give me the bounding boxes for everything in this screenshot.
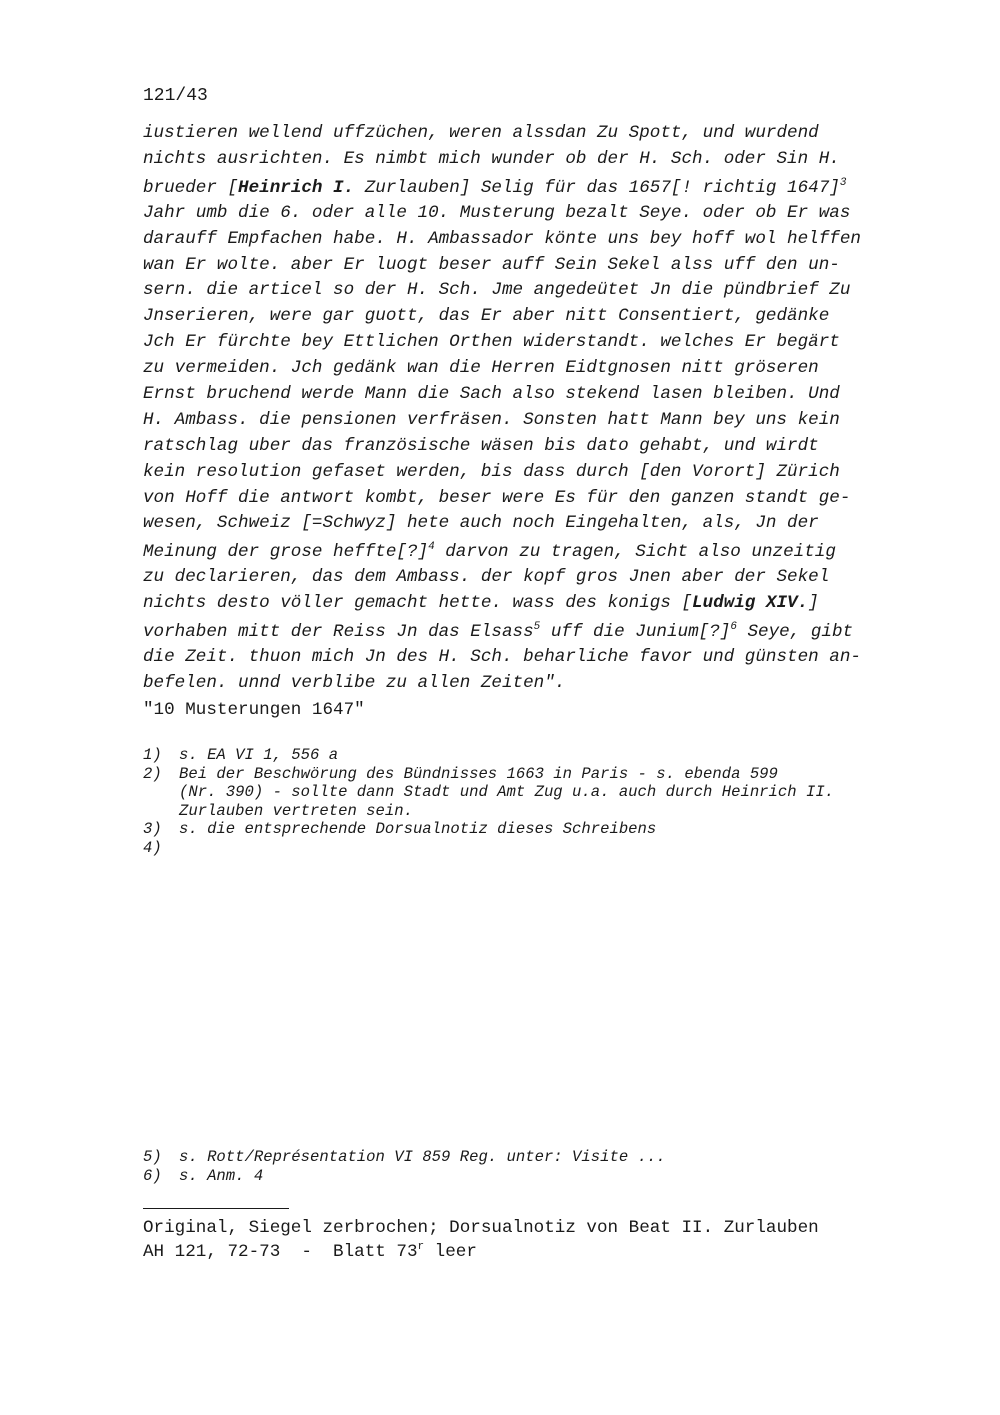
body-line-text: die Zeit. thuon mich Jn des H. Sch. beharliche favor und günsten an- [143, 647, 861, 668]
body-line [143, 617, 923, 645]
footnote-number: 3) [143, 820, 162, 838]
body-line-text: brueder [ [143, 177, 239, 198]
body-line [143, 201, 923, 227]
page-number: 121/43 [143, 86, 208, 106]
source-note [143, 1216, 819, 1264]
body-line-text: ratschlag uber das französische wäsen bis dato gehabt, und wirdt [143, 435, 819, 456]
body-line [143, 645, 923, 671]
footnote-text: s. Anm. 4 [179, 1166, 264, 1185]
footnote-text: Zurlauben vertreten sein. [179, 801, 413, 820]
body-line [143, 227, 923, 253]
footnote-text: s. EA VI 1, 556 a [179, 746, 339, 764]
body-line-text: uff die Junium[?] [540, 622, 731, 643]
source-line-2 [143, 1240, 819, 1264]
body-line-text: Seye, gibt [736, 622, 854, 643]
footnote [143, 1148, 666, 1167]
body-line-text: darvon zu tragen, Sicht also unzeitig [434, 542, 836, 563]
footnote-number: 4) [143, 838, 162, 857]
body-line-text: H. Ambass. die pensionen verfräsen. Sonsten hatt Mann bey uns kein [143, 409, 840, 430]
footnote [143, 802, 834, 821]
body-line-text: Jahr umb die 6. oder alle 10. Musterung bezalt Seye. oder ob Er was [143, 202, 851, 223]
footnote [143, 839, 834, 858]
bold-person-name: Heinrich I. [238, 177, 355, 198]
body-line-text: von Hoff die antwort kombt, beser were Es für den ganzen standt ge- [143, 487, 851, 508]
footnote [143, 746, 834, 765]
body-line [143, 671, 923, 697]
letter-body-text [143, 121, 923, 697]
body-line [143, 304, 923, 330]
body-line-text: nichts ausrichten. Es nimbt mich wunder ob der H. Sch. oder Sin H. [143, 148, 840, 169]
body-line [143, 382, 923, 408]
body-line-text: befelen. unnd verblibe zu allen Zeiten". [143, 673, 566, 694]
body-line [143, 537, 923, 565]
body-line-text: darauff Empfachen habe. H. Ambassador könte uns bey hoff wol helffen [143, 228, 861, 249]
footnote [143, 783, 834, 802]
body-line-text: Meinung der grose heffte[?] [143, 542, 429, 563]
footnotes-upper [143, 746, 834, 857]
body-line-text: ] [808, 593, 819, 614]
body-line [143, 147, 923, 173]
bold-person-name: Ludwig XIV. [692, 593, 809, 614]
body-line [143, 330, 923, 356]
footnote-separator-rule [143, 1208, 289, 1209]
body-line-text: zu declarieren, das dem Ambass. der kopf gros Jnen aber der Sekel [143, 567, 830, 588]
footnote-marker: 5 [533, 621, 541, 634]
body-line [143, 511, 923, 537]
body-line-text: wan Er wolte. aber Er luogt beser auff Sein Sekel alss uff den un- [143, 254, 840, 275]
footnote-number: 1) [143, 746, 162, 764]
footnote-number: 2) [143, 764, 162, 783]
quoted-dorsual-note: "10 Musterungen 1647" [143, 700, 365, 720]
footnote-number: 6) [143, 1166, 162, 1185]
footnote [143, 1167, 666, 1186]
body-line-text: Zurlauben] Selig für das 1657[! richtig 1647] [354, 177, 840, 198]
body-line [143, 460, 923, 486]
body-line-text: zu vermeiden. Jch gedänk wan die Herren Eidtgnosen nitt gröseren [143, 358, 819, 379]
footnote [143, 820, 834, 839]
body-line [143, 565, 923, 591]
body-line [143, 591, 923, 617]
footnote-marker: 6 [730, 621, 737, 634]
body-line [143, 408, 923, 434]
body-line-text: nichts desto völler gemacht hette. wass des konigs [ [143, 593, 693, 614]
body-line [143, 356, 923, 382]
footnote-text: Bei der Beschwörung des Bündnisses 1663 in Paris - s. ebenda 599 [179, 764, 778, 783]
body-line [143, 173, 923, 201]
body-line-text: wesen, Schweiz [=Schwyz] hete auch noch Eingehalten, als, Jn der [143, 513, 819, 534]
body-line [143, 486, 923, 512]
body-line [143, 121, 923, 147]
body-line-text: Jnserieren, were gar guott, das Er aber nitt Consentiert, gedänke [143, 306, 830, 327]
footnote-text: s. Rott/Représentation VI 859 Reg. unter: Visite ... [179, 1148, 666, 1166]
footnote-text: (Nr. 390) - sollte dann Stadt und Amt Zug u.a. auch durch Heinrich II. [179, 783, 835, 801]
body-line [143, 278, 923, 304]
body-line-text: Ernst bruchend werde Mann die Sach also stekend lasen bleiben. Und [143, 384, 840, 405]
body-line-text: kein resolution gefaset werden, bis dass durch [den Vorort] Zürich [143, 461, 840, 482]
body-line [143, 253, 923, 279]
body-line-text: iustieren wellend uffzüchen, weren alssdan Zu Spott, und wurdend [143, 123, 819, 143]
footnote-marker: 4 [428, 541, 435, 554]
footnotes-lower [143, 1148, 666, 1185]
footnote [143, 765, 834, 784]
source-line-1: Original, Siegel zerbrochen; Dorsualnotiz von Beat II. Zurlauben [143, 1218, 819, 1238]
source-line-2-text: AH 121, 72-73 - Blatt 73 [143, 1242, 418, 1262]
footnote-text: s. die entsprechende Dorsualnotiz dieses Schreibens [179, 820, 657, 838]
source-line-2-tail: leer [424, 1242, 477, 1262]
body-line-text: Jch Er fürchte bey Ettlichen Orthen widerstandt. welches Er begärt [143, 332, 840, 353]
body-line-text: vorhaben mitt der Reiss Jn das Elsass [143, 622, 534, 643]
body-line-text: sern. die articel so der H. Sch. Jme angedeütet Jn die pündbrief Zu [143, 280, 851, 301]
body-line [143, 434, 923, 460]
folio-superscript: r [417, 1241, 425, 1254]
footnote-number: 5) [143, 1148, 162, 1166]
footnote-marker: 3 [839, 176, 847, 189]
